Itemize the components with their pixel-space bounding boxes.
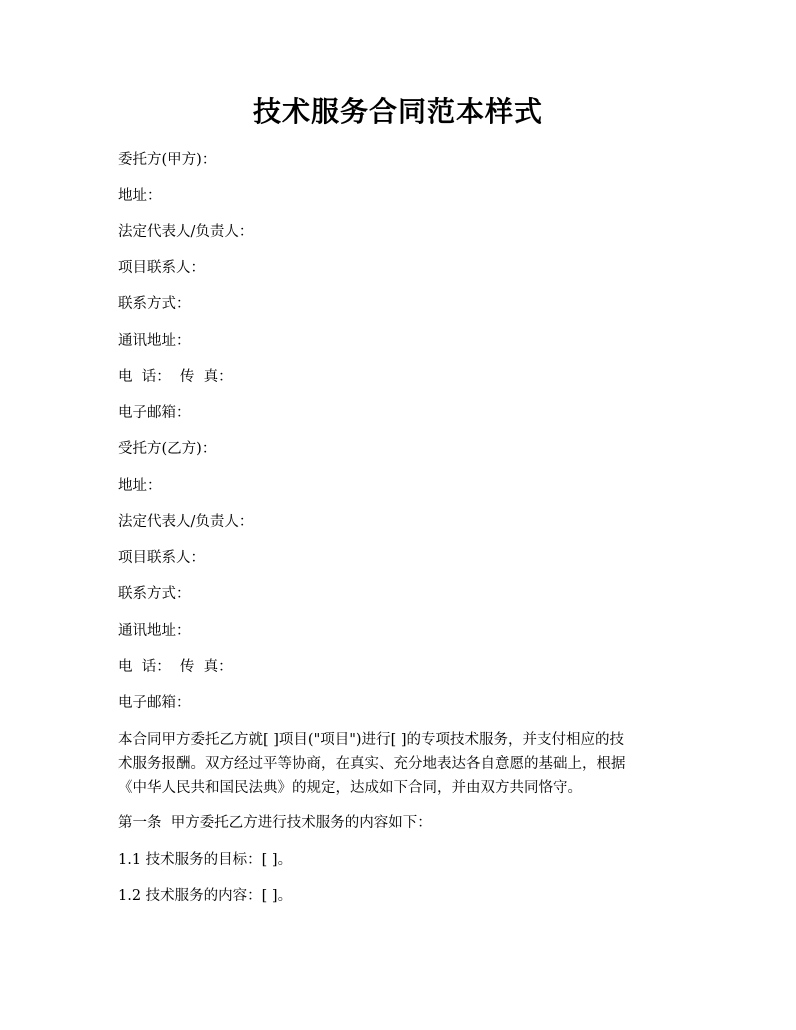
party-a-email: 电子邮箱：	[118, 405, 191, 421]
party-b-contact-method: 联系方式：	[118, 586, 191, 602]
intro-paragraph	[118, 728, 688, 800]
article-1-item-1: 1.1 技术服务的目标：[ ]。	[118, 852, 293, 868]
party-b-label: 受托方(乙方)：	[118, 441, 217, 457]
party-b-mailing-address: 通讯地址：	[118, 623, 191, 639]
party-a-mailing-address: 通讯地址：	[118, 333, 191, 349]
party-b-project-contact: 项目联系人：	[118, 550, 205, 566]
party-b-phone-fax: 电 话： 传 真：	[118, 659, 233, 675]
party-a-phone-fax: 电 话： 传 真：	[118, 369, 233, 385]
intro-line: 《中华人民共和国民法典》的规定，达成如下合同，并由双方共同恪守。	[118, 780, 582, 796]
document-title: 技术服务合同范本样式	[252, 95, 543, 128]
article-1-heading: 第一条 甲方委托乙方进行技术服务的内容如下：	[118, 815, 432, 831]
party-b-email: 电子邮箱：	[118, 695, 191, 711]
party-b-legal-rep: 法定代表人/负责人：	[118, 514, 254, 530]
party-a-address: 地址：	[118, 188, 162, 204]
party-a-label: 委托方(甲方)：	[118, 152, 217, 168]
article-1-item-2: 1.2 技术服务的内容：[ ]。	[118, 888, 293, 904]
party-a-project-contact: 项目联系人：	[118, 260, 205, 276]
party-b-address: 地址：	[118, 478, 162, 494]
intro-line: 术服务报酬。双方经过平等协商，在真实、充分地表达各自意愿的基础上，根据	[118, 756, 626, 772]
intro-line: 本合同甲方委托乙方就[ ]项目("项目")进行[ ]的专项技术服务，并支付相应的技	[118, 732, 624, 748]
party-a-contact-method: 联系方式：	[118, 296, 191, 312]
party-a-legal-rep: 法定代表人/负责人：	[118, 224, 254, 240]
